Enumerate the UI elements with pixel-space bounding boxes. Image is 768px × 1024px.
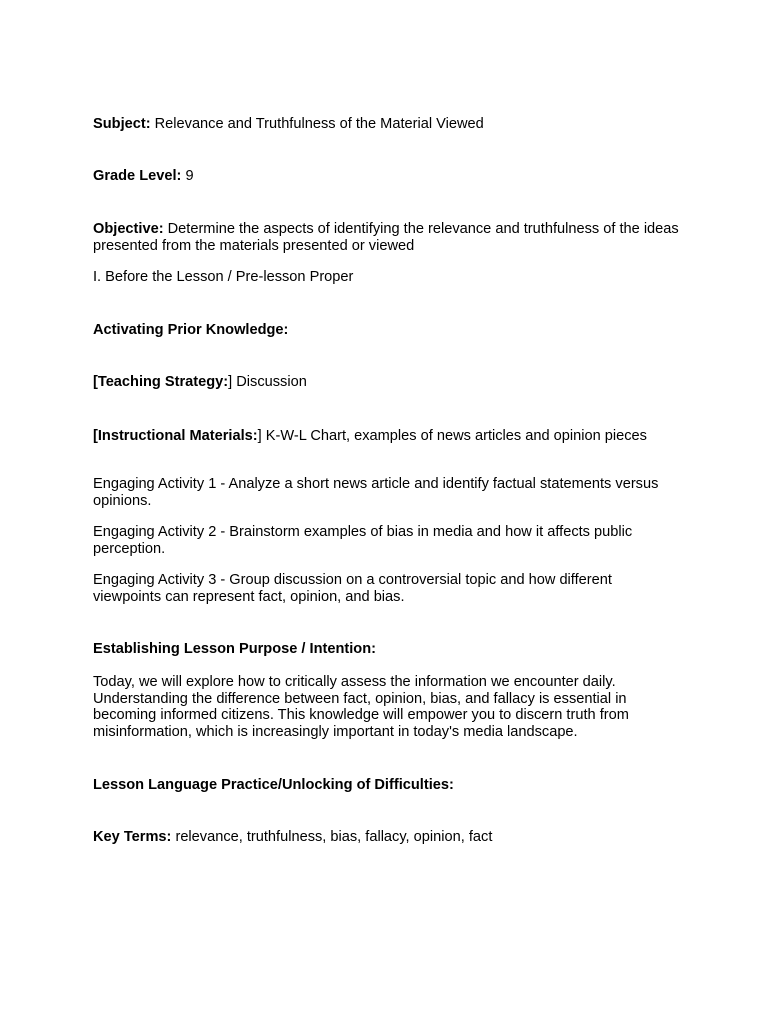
teaching-strategy-value: ] Discussion <box>228 374 307 390</box>
activating-prior-knowledge-heading: Activating Prior Knowledge: <box>93 322 289 338</box>
instructional-materials-paragraph <box>93 428 683 445</box>
engaging-activity-2: Engaging Activity 2 - Brainstorm examples of bias in media and how it affects public perception. <box>93 524 633 557</box>
subject-line <box>93 116 683 133</box>
objective-label: Objective: <box>93 221 164 237</box>
instructional-materials-value: ] K-W-L Chart, examples of news articles and opinion pieces <box>257 428 647 444</box>
key-terms-value: relevance, truthfulness, bias, fallacy, opinion, fact <box>171 829 493 845</box>
grade-level-label: Grade Level: <box>93 168 182 184</box>
key-terms-line <box>93 829 683 846</box>
subject-value: Relevance and Truthfulness of the Material Viewed <box>150 116 484 132</box>
grade-level-line <box>93 168 683 185</box>
establishing-purpose-heading: Establishing Lesson Purpose / Intention: <box>93 641 376 657</box>
teaching-strategy-label: [Teaching Strategy: <box>93 374 229 390</box>
language-practice-heading: Lesson Language Practice/Unlocking of Difficulties: <box>93 777 454 793</box>
teaching-strategy-line <box>93 374 683 391</box>
section-before-lesson: I. Before the Lesson / Pre-lesson Proper <box>93 269 354 285</box>
key-terms-label: Key Terms: <box>93 829 172 845</box>
engaging-activity-3: Engaging Activity 3 - Group discussion on a controversial topic and how different viewpoints can represent fact, opinion, and bias. <box>93 572 612 605</box>
objective-paragraph <box>93 221 683 254</box>
engaging-activity-1: Engaging Activity 1 - Analyze a short news article and identify factual statements versus opinions. <box>93 476 659 509</box>
establishing-purpose-body: Today, we will explore how to critically assess the information we encounter daily. Understanding the difference between fact, opinion, bias, and fallacy is essential in becoming informed citizens. This knowledge will empower you to discern truth from misinformation, which is increasingly important in today's media landscape. <box>93 674 629 740</box>
objective-value: Determine the aspects of identifying the relevance and truthfulness of the ideas presented from the materials presented or viewed <box>93 221 679 254</box>
subject-label: Subject: <box>93 116 151 132</box>
grade-level-value: 9 <box>181 168 194 184</box>
instructional-materials-label: [Instructional Materials: <box>93 428 258 444</box>
